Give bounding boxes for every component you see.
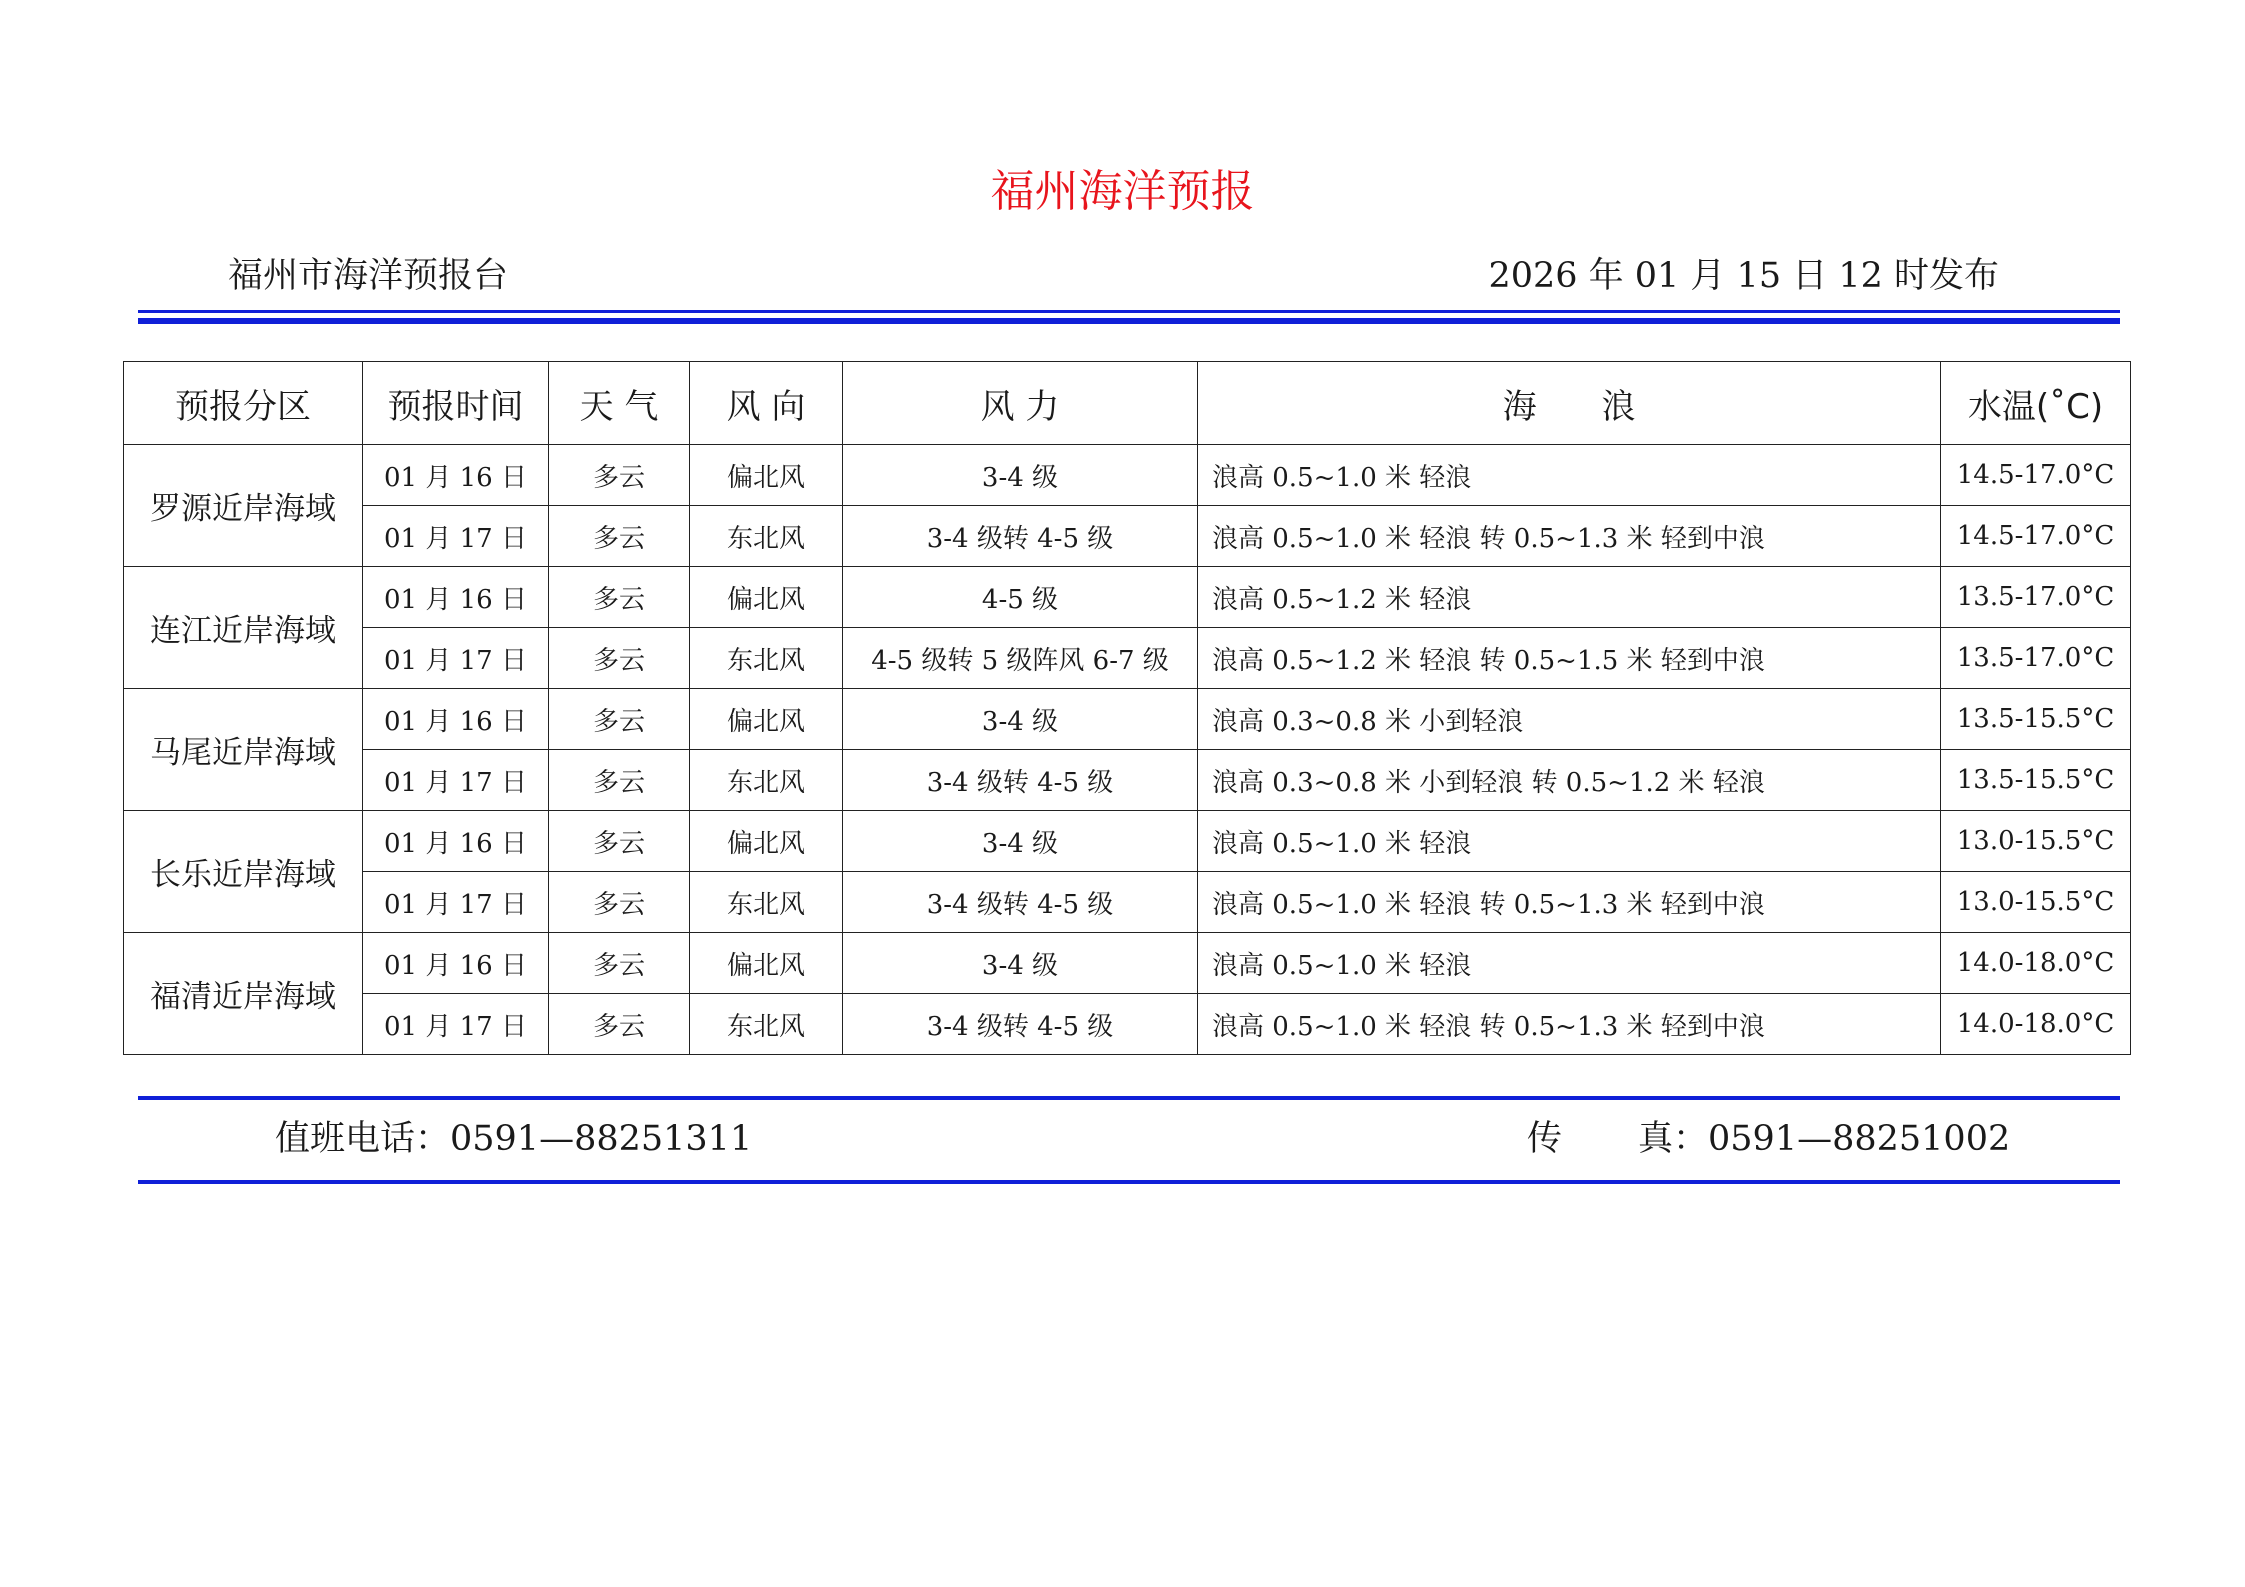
wind-force-cell: 3-4 级转 4-5 级 (843, 872, 1198, 933)
wind-force-cell: 3-4 级 (843, 689, 1198, 750)
zone-name: 长乐近岸海域 (124, 811, 363, 933)
wave-cell: 浪高 0.5~1.2 米 轻浪 转 0.5~1.5 米 轻到中浪 (1198, 628, 1941, 689)
weather-cell: 多云 (549, 567, 690, 628)
water-temp-cell: 13.5-15.5°C (1941, 750, 2131, 811)
table-row (124, 628, 2131, 689)
duty-phone: 值班电话：0591—88251311 (275, 1119, 753, 1159)
wind-force-cell: 3-4 级 (843, 933, 1198, 994)
wave-cell: 浪高 0.5~1.0 米 轻浪 (1198, 933, 1941, 994)
forecast-table (123, 361, 2131, 1055)
wave-cell: 浪高 0.5~1.2 米 轻浪 (1198, 567, 1941, 628)
table-row (124, 689, 2131, 750)
zone-name: 马尾近岸海域 (124, 689, 363, 811)
wind-direction-cell: 偏北风 (690, 933, 843, 994)
wind-direction-cell: 偏北风 (690, 689, 843, 750)
wind-direction-cell: 东北风 (690, 506, 843, 567)
table-row (124, 994, 2131, 1055)
header-zone: 预报分区 (124, 362, 363, 445)
wind-force-cell: 3-4 级转 4-5 级 (843, 994, 1198, 1055)
wind-direction-cell: 东北风 (690, 628, 843, 689)
table-row (124, 445, 2131, 506)
issuer-name: 福州市海洋预报台 (228, 256, 509, 296)
table-row (124, 567, 2131, 628)
wave-cell: 浪高 0.5~1.0 米 轻浪 转 0.5~1.3 米 轻到中浪 (1198, 872, 1941, 933)
weather-cell: 多云 (549, 445, 690, 506)
forecast-date: 01 月 17 日 (363, 628, 549, 689)
weather-cell: 多云 (549, 689, 690, 750)
forecast-date: 01 月 16 日 (363, 933, 549, 994)
table-row (124, 811, 2131, 872)
water-temp-cell: 14.0-18.0°C (1941, 994, 2131, 1055)
table-row (124, 506, 2131, 567)
header-wind-direction: 风 向 (690, 362, 843, 445)
water-temp-cell: 14.0-18.0°C (1941, 933, 2131, 994)
fax-label-value: 真：0591—88251002 (1638, 1119, 2011, 1159)
water-temp-cell: 13.5-15.5°C (1941, 689, 2131, 750)
wind-direction-cell: 东北风 (690, 872, 843, 933)
wind-force-cell: 3-4 级转 4-5 级 (843, 750, 1198, 811)
wind-force-cell: 4-5 级 (843, 567, 1198, 628)
wind-force-cell: 3-4 级 (843, 445, 1198, 506)
wave-cell: 浪高 0.3~0.8 米 小到轻浪 转 0.5~1.2 米 轻浪 (1198, 750, 1941, 811)
footer-rule-top (138, 1096, 2120, 1100)
zone-name: 罗源近岸海域 (124, 445, 363, 567)
forecast-date: 01 月 16 日 (363, 689, 549, 750)
wind-force-cell: 4-5 级转 5 级阵风 6-7 级 (843, 628, 1198, 689)
header-rule-thick (138, 318, 2120, 324)
water-temp-cell: 13.0-15.5°C (1941, 872, 2131, 933)
weather-cell: 多云 (549, 628, 690, 689)
wave-cell: 浪高 0.5~1.0 米 轻浪 转 0.5~1.3 米 轻到中浪 (1198, 994, 1941, 1055)
wave-cell: 浪高 0.5~1.0 米 轻浪 转 0.5~1.3 米 轻到中浪 (1198, 506, 1941, 567)
water-temp-cell: 13.5-17.0°C (1941, 567, 2131, 628)
fax-number (1527, 1115, 2010, 1163)
wave-cell: 浪高 0.3~0.8 米 小到轻浪 (1198, 689, 1941, 750)
forecast-date: 01 月 17 日 (363, 506, 549, 567)
weather-cell: 多云 (549, 872, 690, 933)
water-temp-cell: 14.5-17.0°C (1941, 445, 2131, 506)
weather-cell: 多云 (549, 750, 690, 811)
header-water-temp: 水温(˚C) (1941, 362, 2131, 445)
table-row (124, 872, 2131, 933)
wind-direction-cell: 东北风 (690, 750, 843, 811)
weather-cell: 多云 (549, 811, 690, 872)
wind-force-cell: 3-4 级转 4-5 级 (843, 506, 1198, 567)
weather-cell: 多云 (549, 994, 690, 1055)
forecast-date: 01 月 16 日 (363, 567, 549, 628)
forecast-date: 01 月 17 日 (363, 872, 549, 933)
water-temp-cell: 13.0-15.5°C (1941, 811, 2131, 872)
wind-direction-cell: 偏北风 (690, 811, 843, 872)
weather-cell: 多云 (549, 933, 690, 994)
wave-cell: 浪高 0.5~1.0 米 轻浪 (1198, 811, 1941, 872)
header-wind-force: 风 力 (843, 362, 1198, 445)
footer-rule-bottom (138, 1180, 2120, 1184)
table-row (124, 933, 2131, 994)
zone-name: 福清近岸海域 (124, 933, 363, 1055)
fax-label-prefix: 传 (1527, 1119, 1563, 1159)
wind-direction-cell: 偏北风 (690, 567, 843, 628)
header-time: 预报时间 (363, 362, 549, 445)
wind-force-cell: 3-4 级 (843, 811, 1198, 872)
wind-direction-cell: 偏北风 (690, 445, 843, 506)
table-header-row (124, 362, 2131, 445)
wind-direction-cell: 东北风 (690, 994, 843, 1055)
table-row (124, 750, 2131, 811)
issue-time: 2026 年 01 月 15 日 12 时发布 (1488, 256, 1999, 296)
wave-cell: 浪高 0.5~1.0 米 轻浪 (1198, 445, 1941, 506)
water-temp-cell: 13.5-17.0°C (1941, 628, 2131, 689)
page-title: 福州海洋预报 (990, 166, 1255, 217)
header-rule-thin (138, 310, 2120, 313)
header-weather: 天 气 (549, 362, 690, 445)
header-wave: 海 浪 (1198, 362, 1941, 445)
forecast-date: 01 月 16 日 (363, 811, 549, 872)
water-temp-cell: 14.5-17.0°C (1941, 506, 2131, 567)
forecast-date: 01 月 17 日 (363, 994, 549, 1055)
forecast-date: 01 月 17 日 (363, 750, 549, 811)
forecast-date: 01 月 16 日 (363, 445, 549, 506)
weather-cell: 多云 (549, 506, 690, 567)
zone-name: 连江近岸海域 (124, 567, 363, 689)
